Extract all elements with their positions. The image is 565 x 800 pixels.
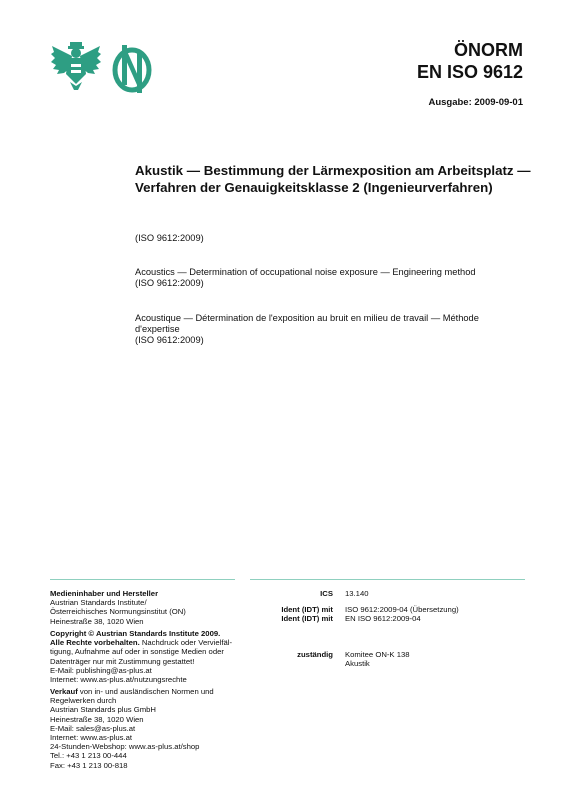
copyright-heading: Copyright © Austrian Standards Institute 2009. bbox=[50, 629, 221, 638]
issue-date: Ausgabe: 2009-09-01 bbox=[428, 97, 523, 108]
publisher-line: Heinestraße 38, 1020 Wien bbox=[50, 616, 144, 626]
publisher-line: Österreichisches Normungsinstitut (ON) bbox=[50, 607, 186, 617]
iso-reference: (ISO 9612:2009) bbox=[135, 233, 204, 243]
publisher-line: Austrian Standards Institute/ bbox=[50, 598, 147, 608]
sales-email: E-Mail: sales@as-plus.at bbox=[50, 723, 136, 733]
copyright-block bbox=[50, 629, 240, 684]
norm-label: ÖNORM bbox=[454, 40, 523, 60]
ics-label: ICS bbox=[320, 589, 333, 598]
committee-label: zuständig bbox=[297, 650, 333, 659]
copyright-email: E-Mail: publishing@as-plus.at bbox=[50, 665, 152, 675]
publisher-block bbox=[50, 589, 240, 626]
sales-line: Regelwerken durch bbox=[50, 696, 117, 706]
right-divider bbox=[250, 579, 525, 580]
french-reference: (ISO 9612:2009) bbox=[135, 335, 204, 345]
ident-label: Ident (IDT) mit bbox=[281, 605, 333, 614]
on-monogram-icon bbox=[110, 43, 154, 93]
austrian-eagle-icon bbox=[50, 40, 102, 92]
sales-line: Austrian Standards plus GmbH bbox=[50, 705, 156, 715]
sales-fax: Fax: +43 1 213 00-818 bbox=[50, 760, 128, 770]
sales-text: von in- und ausländischen Normen und bbox=[77, 687, 214, 696]
norm-number: EN ISO 9612 bbox=[416, 62, 523, 82]
left-divider bbox=[50, 579, 235, 580]
sales-block bbox=[50, 687, 240, 770]
ident-value: ISO 9612:2009-04 (Übersetzung) bbox=[345, 605, 459, 614]
english-title-block bbox=[135, 267, 515, 289]
ident-value: EN ISO 9612:2009-04 bbox=[345, 614, 421, 623]
committee-subject: Akustik bbox=[345, 659, 370, 668]
rights-reserved: Alle Rechte vorbehalten. bbox=[50, 638, 140, 648]
publisher-heading: Medieninhaber und Hersteller bbox=[50, 589, 159, 598]
copyright-line: Datenträger nur mit Zustimmung gestattet! bbox=[50, 656, 195, 666]
copyright-text: Nachdruck oder Vervielfäl- bbox=[139, 638, 233, 648]
sales-heading: Verkauf bbox=[50, 687, 78, 696]
copyright-internet: Internet: www.as-plus.at/nutzungsrechte bbox=[50, 675, 187, 685]
sales-line: Heinestraße 38, 1020 Wien bbox=[50, 714, 144, 724]
english-title: Acoustics — Determination of occupational noise exposure — Engineering method bbox=[135, 267, 476, 277]
ident-label: Ident (IDT) mit bbox=[281, 614, 333, 623]
sales-internet: Internet: www.as-plus.at bbox=[50, 733, 133, 743]
ics-value: 13.140 bbox=[345, 589, 369, 598]
english-reference: (ISO 9612:2009) bbox=[135, 278, 204, 288]
document-title: Akustik — Bestimmung der Lärmexposition am Arbeitsplatz — Verfahren der Genauigkeitsklasse 2 (Ingenieurverfahren) bbox=[135, 163, 531, 195]
sales-webshop: 24-Stunden-Webshop: www.as-plus.at/shop bbox=[50, 742, 200, 752]
french-title-block bbox=[135, 313, 515, 346]
french-title: Acoustique — Détermination de l'exposition au bruit en milieu de travail — Méthode d'expertise bbox=[135, 313, 479, 334]
copyright-line: tigung, Aufnahme auf oder in sonstige Medien oder bbox=[50, 647, 224, 657]
sales-phone: Tel.: +43 1 213 00-444 bbox=[50, 751, 127, 761]
committee-value: Komitee ON-K 138 bbox=[345, 650, 410, 659]
